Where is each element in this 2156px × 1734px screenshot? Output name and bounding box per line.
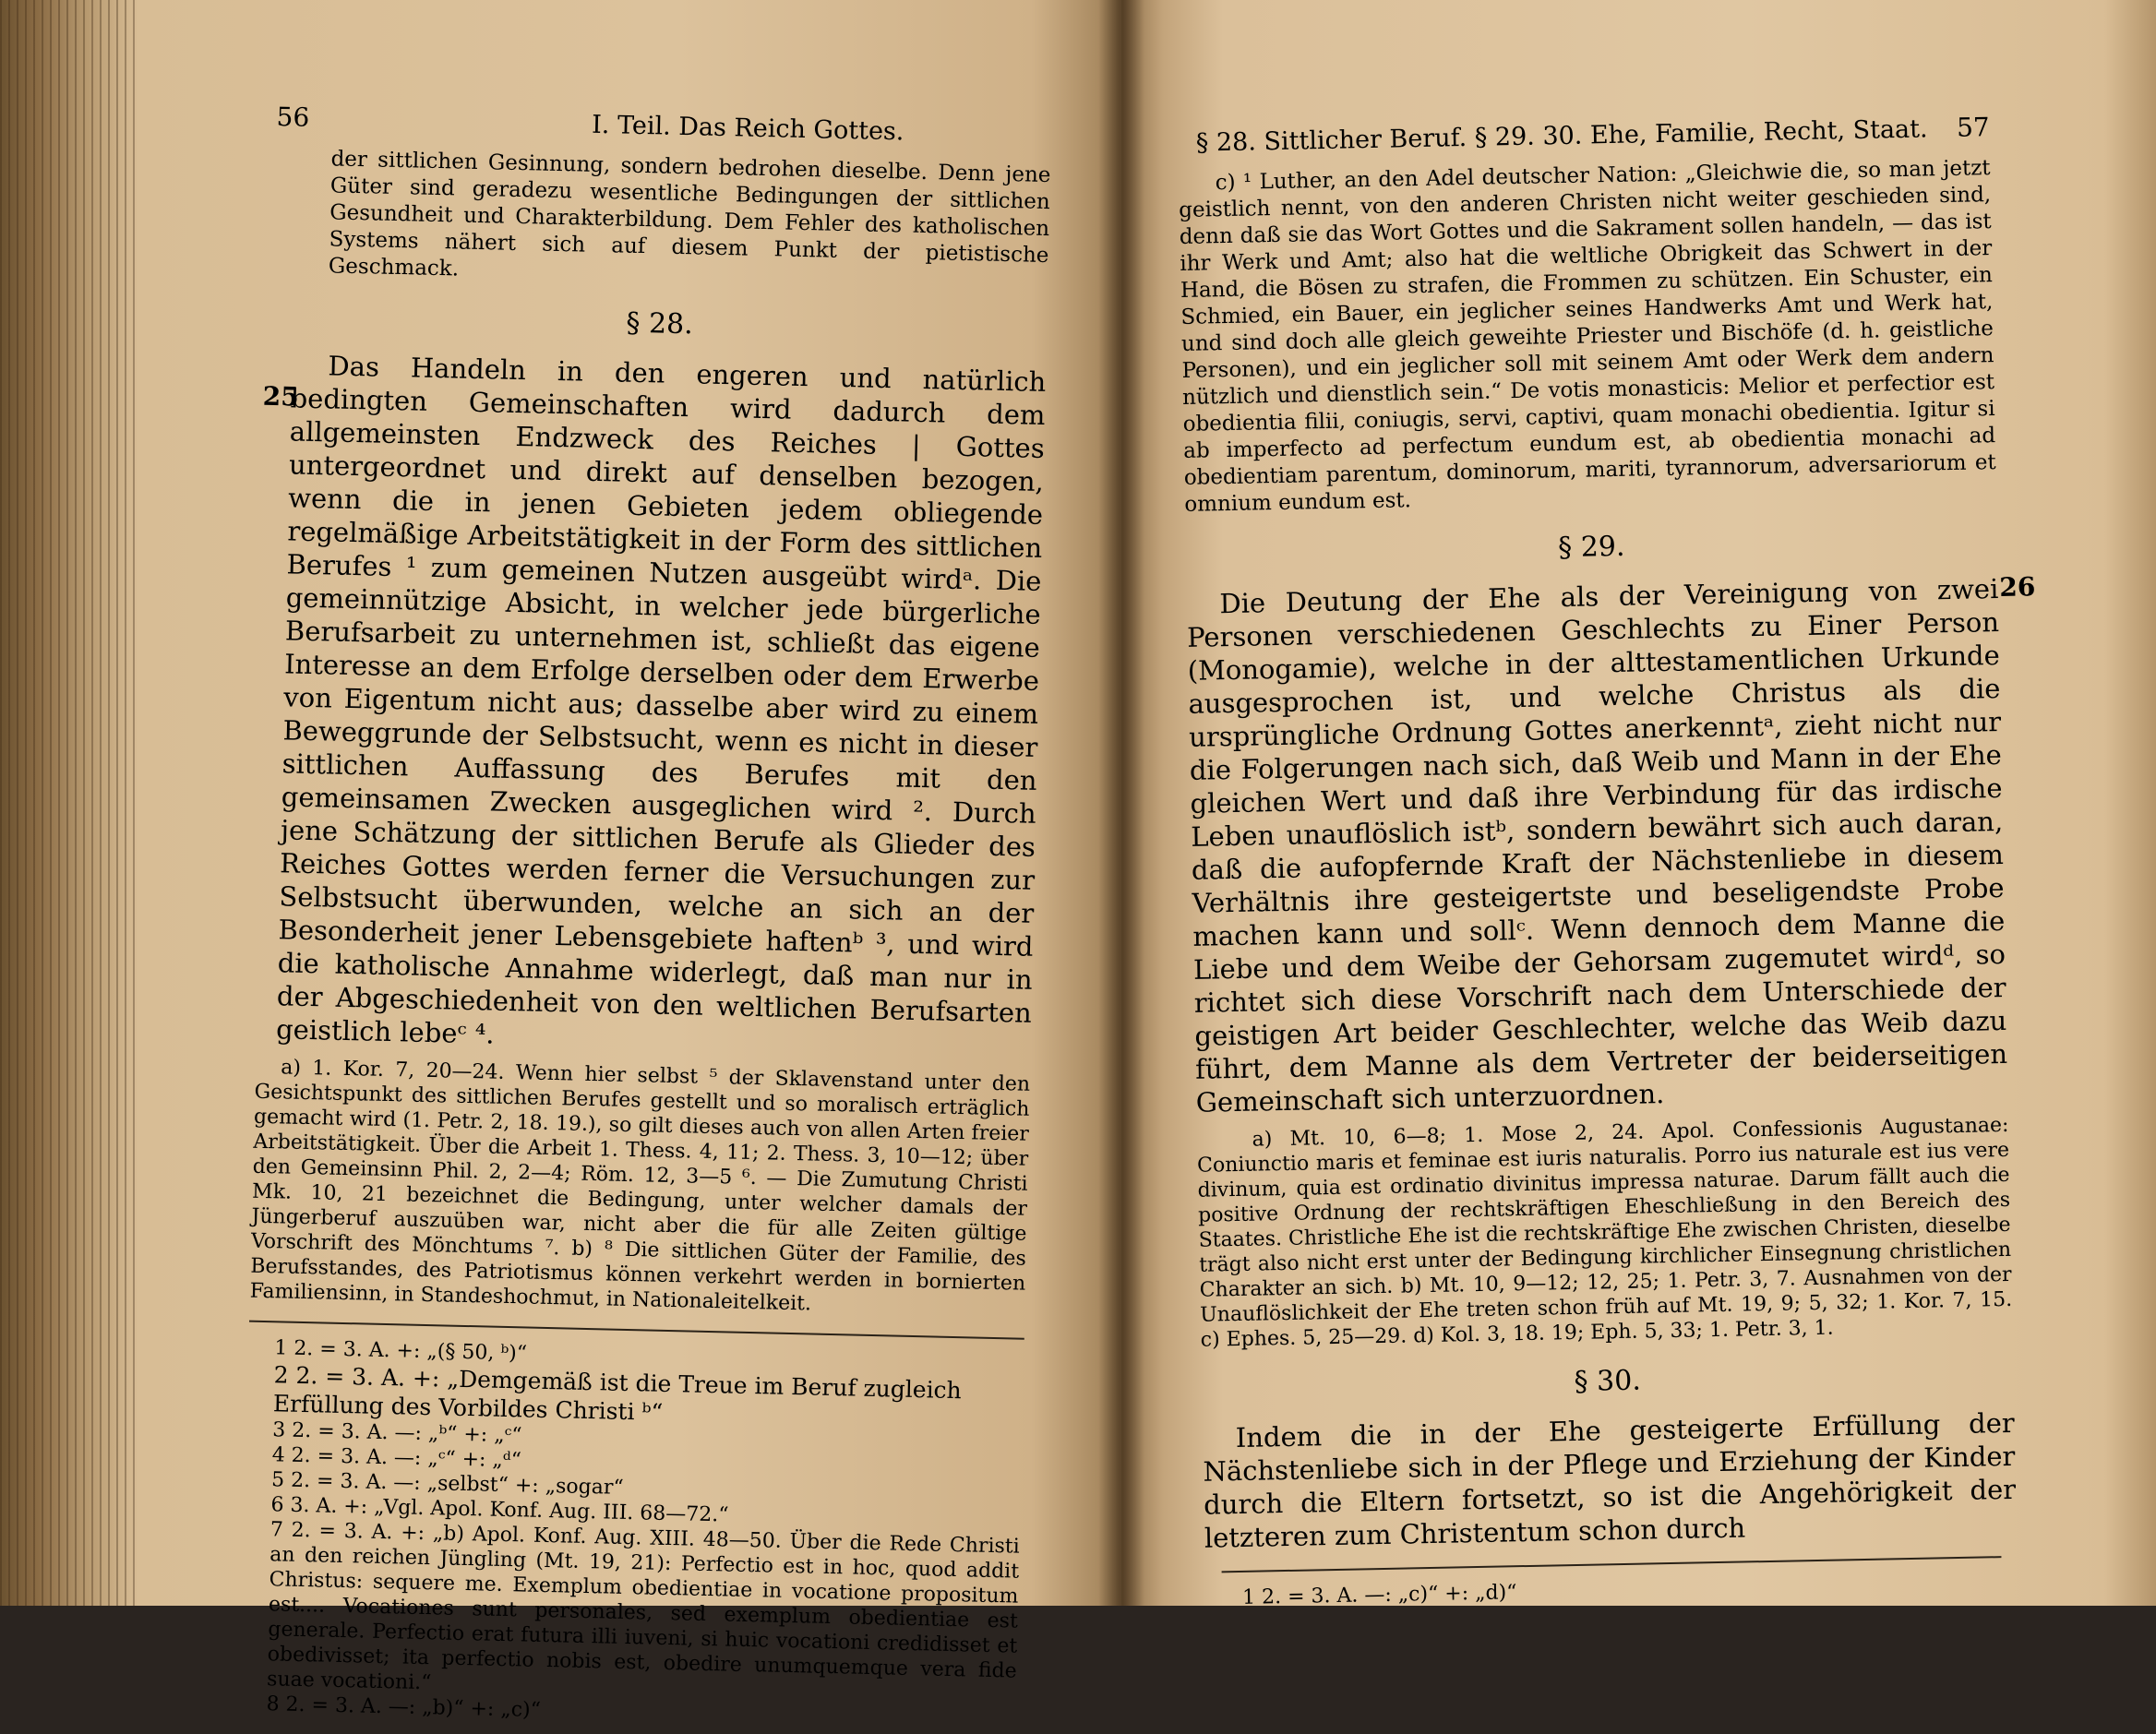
footnote-2: 2 2. = 3. A. +: „Demgemäß ist die Treue im Beruf zugleich Erfüllung des Vorbildes Christi ᵇ“ <box>272 1361 963 1426</box>
section-30-heading: § 30. <box>1574 1364 1642 1398</box>
footnote-5: 5 2. = 3. A. —: „selbst“ +: „sogar“ <box>270 1468 624 1500</box>
section-29-body: Die Deutung der Ehe als der Vereinigung von zwei Personen verschiedenen Geschlechts zu Einer Person (Monogamie), welche in der alttestamentlichen Urkunde ausgesprochen ist, und welche Christus als die ursprüngliche Ordnung Gottes anerkenntᵃ, zieht nicht nur die Folgerungen nach sich, daß Weib und Mann in der Ehe gleichen Wert und daß ihre Verbindung für das irdische Leben unauflöslich istᵇ, sondern bewährt sich auch daran, daß die aufopfernde Kraft der Nächstenliebe in diesem Verhältnis ihre gesteigertste und beseligendste Probe machen kann und sollᶜ. Wenn dennoch dem Manne die Liebe und dem Weibe der Gehorsam zugemutet wirdᵈ, so richtet sich diese Vorschrift nach dem Unterschiede der geistigen Art beider Geschlechter, welche das Weib dazu führt, dem Manne als dem Vertreter der beiderseitigen Gemeinschaft sich unterzuordnen. <box>1186 573 2008 1118</box>
footnote-7: 7 2. = 3. A. +: „b) Apol. Konf. Aug. XIII. 48—50. Über die Rede Christi an den reichen Jüngling (Mt. 19, 21): Perfectio est in hoc, quod addit Christus: sequere me. Exemplum obedientiae in vocatione propositum est.... Vocationes sunt personales, sed exemplum obedientiae est generale. Perfectio erat futura illi iuveni, si huic vocationi credidisset et obedivisset; ita perfectio nobis est, obedire unumquemque vera fide suae vocationi.“ <box>266 1518 1020 1695</box>
section-28-heading: § 28. <box>626 306 694 341</box>
right-intro-note: c) ¹ Luther, an den Adel deutscher Nation: „Gleichwie die, so man jetzt geistlich nennt, von den anderen Christen nicht weiter geschieden sind, denn daß sie das Wort Gottes und die Sakrament sollen handeln, — das ist ihr Werk und Amt; also hat die weltliche Obrigkeit das Schwert in der Hand, die Bösen zu strafen, die Frommen zu schützen. Ein Schuster, ein Schmied, ein Bauer, ein jeglicher seines Handwerks Amt und Werk hat, und sind doch alle gleich geweihte Priester und Bischöfe (d. h. geistliche Personen), und ein jeglicher soll mit seinem Amt oder Werk dem andern nützlich und dienstlich sein.“ De votis monasticis: Melior et perfectior est obedientia filii, coniugis, servi, captivi, quam monachi obedientia. Igitur si ab imperfecto ad perfectum eundum est, ab obedientia monachi ad obedientiam parentum, dominorum, mariti, tyrannorum, adversariorum et omnium eundum est. <box>1179 156 1996 517</box>
section-29-heading: § 29. <box>1557 530 1625 565</box>
page-edges <box>0 0 138 1606</box>
left-footnotes <box>266 1335 1024 1733</box>
left-page-content <box>240 102 1051 1734</box>
right-page-content <box>1177 86 2036 1611</box>
section-29-notes: a) Mt. 10, 6—8; 1. Mose 2, 24. Apol. Confessionis Augustanae: Coniunctio maris et feminae est iuris naturalis. Porro ius naturale est ius vere divinum, quia est ordinatio divinitus impressa naturae. Darum fällt auch die positive Ordnung der rechtskräftigen Eheschließung in den Bereich des Staates. Christliche Ehe ist die rechtskräftige Ehe zwischen Christen, dieselbe trägt also nicht erst unter der Bedingung kirchlicher Einsegnung christlichen Charakter an sich. b) Mt. 10, 9—12; 12, 25; 1. Petr. 3, 7. Ausnahmen von der Unauflöslichkeit der Ehe treten schon früh auf Mt. 19, 9; 5, 32; 1. Kor. 7, 15. c) Ephes. 5, 25—29. d) Kol. 3, 18. 19; Eph. 5, 33; 1. Petr. 3, 1. <box>1196 1113 2013 1352</box>
margin-line-number-26: 26 <box>1998 571 2036 603</box>
footnote-4: 4 2. = 3. A. —: „ᶜ“ +: „ᵈ“ <box>271 1443 522 1473</box>
section-28-body: Das Handeln in den engeren und natürlich bedingten Gemeinschaften wird dadurch dem allgemeinsten Endzweck des Reiches | Gottes untergeordnet und direkt auf denselben bezogen, wenn die in jenen Gebieten jedem obliegende regelmäßige Arbeitstätigkeit in der Form des sittlichen Berufes ¹ zum gemeinen Nutzen ausgeübt wirdᵃ. Die gemeinnützige Absicht, in welcher jede bürgerliche Berufsarbeit zu unternehmen ist, schließt das eigene Interesse an dem Erfolge derselben oder dem Erwerbe von Eigentum nicht aus; dasselbe aber wird zu einem Beweggrunde der Selbstsucht, wenn es nicht in dieser sittlichen Auffassung des Berufes mit den gemeinsamen Zwecken ausgeglichen wird ². Durch jene Schätzung der sittlichen Berufe als Glieder des Reiches Gottes werden ferner die Versuchungen zur Selbstsucht überwunden, welche an sich an der Besonderheit jener Lebensgebiete haftenᵇ ³, und wird die katholische Annahme widerlegt, daß man nur in der Abgeschiedenheit von den weltlichen Berufsarten geistlich lebeᶜ ⁴. <box>275 350 1047 1050</box>
left-intro: der sittlichen Gesinnung, sondern bedrohen dieselbe. Denn jene Güter sind geradezu wesentliche Bedingungen der sittlichen Gesundheit und Charakterbildung. Dem Fehler des katholischen Systems nähert sich auf diesem Punkt der pietistische Geschmack. <box>328 147 1051 281</box>
book-gutter <box>1098 0 1144 1606</box>
right-page-number: 57 <box>1956 112 1991 143</box>
section-30-body: Indem die in der Ehe gesteigerte Erfüllung der Nächstenliebe sich in der Pflege und Erziehung der Kinder durch die Eltern fortsetzt, so ist die Angehörigkeit der letzteren zum Christentum schon durch <box>1203 1406 2017 1554</box>
section-28-notes: a) 1. Kor. 7, 20—24. Wenn hier selbst ⁵ der Sklavenstand unter den Gesichtspunkt des sittlichen Berufes gestellt und so moralisch erträglich gemacht wird (1. Petr. 2, 18. 19.), so gilt dieses auch von allen Arten freier Arbeitstätigkeit. Über die Arbeit 1. Thess. 4, 11; 2. Thess. 3, 10—12; über den Gemeinsinn Phil. 2, 2—4; Röm. 12, 3—5 ⁶. — Die Zumutung Christi Mk. 10, 21 bezeichnet die Bedingung, unter welcher damals der Jüngerberuf auszuüben war, nicht aber die für alle Zeiten gültige Vorschrift des Mönchtums ⁷. b) ⁸ Die sittlichen Güter der Familie, des Berufsstandes, des Patriotismus können verkehrt werden in bornierten Familiensinn, in Standeshochmut, in Nationaleitelkeit. <box>249 1056 1031 1316</box>
right-header <box>1178 112 1990 158</box>
footnote-6: 6 3. A. +: „Vgl. Apol. Konf. Aug. III. 68—72.“ <box>270 1493 729 1527</box>
margin-line-number-25: 25 <box>262 380 300 413</box>
right-footnote-1: 1 2. = 3. A. —: „c)“ +: „d)“ <box>1241 1581 1517 1609</box>
right-footnote-rule <box>1222 1556 2002 1573</box>
footnote-1: 1 2. = 3. A. +: „(§ 50, ᵇ)“ <box>274 1336 528 1366</box>
left-running-head: I. Teil. Das Reich Gottes. <box>591 110 904 147</box>
footnote-3: 3 2. = 3. A. —: „ᵇ“ +: „ᶜ“ <box>272 1418 522 1448</box>
left-page-number: 56 <box>276 102 310 133</box>
footnote-8: 8 2. = 3. A. —: „b)“ +: „c)“ <box>266 1692 542 1722</box>
right-running-head: § 28. Sittlicher Beruf. § 29. 30. Ehe, Familie, Recht, Staat. <box>1195 114 1928 158</box>
